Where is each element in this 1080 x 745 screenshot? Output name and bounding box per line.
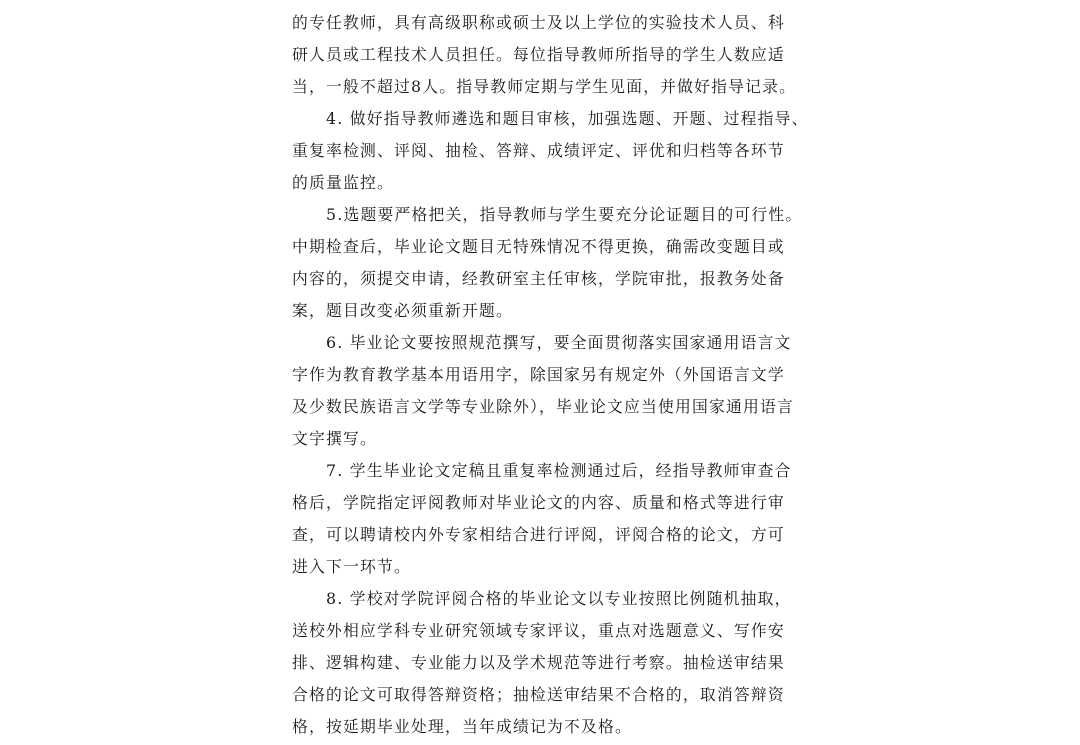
text-line: 进入下一环节。 (292, 557, 411, 576)
text-line: 格后，学院指定评阅教师对毕业论文的内容、质量和格式等进行审 (292, 493, 785, 512)
text-line: 送校外相应学科专业研究领域专家评议，重点对选题意义、写作安 (292, 621, 785, 640)
text-line: 研人员或工程技术人员担任。每位指导教师所指导的学生人数应适 (292, 45, 785, 64)
text-line: 6. 毕业论文要按照规范撰写，要全面贯彻落实国家通用语言文 (326, 333, 792, 352)
text-line: 排、逻辑构建、专业能力以及学术规范等进行考察。抽检送审结果 (292, 653, 785, 672)
text-line: 案，题目改变必须重新开题。 (292, 301, 513, 320)
text-line: 的质量监控。 (292, 173, 394, 192)
text-line: 4. 做好指导教师遴选和题目审核，加强选题、开题、过程指导、 (326, 109, 809, 128)
text-line: 的专任教师，具有高级职称或硕士及以上学位的实验技术人员、科 (292, 13, 785, 32)
text-line: 文字撰写。 (292, 429, 377, 448)
text-line: 格，按延期毕业处理，当年成绩记为不及格。 (292, 717, 632, 736)
text-line: 查，可以聘请校内外专家相结合进行评阅，评阅合格的论文，方可 (292, 525, 785, 544)
text-line: 重复率检测、评阅、抽检、答辩、成绩评定、评优和归档等各环节 (292, 141, 785, 160)
text-line: 5.选题要严格把关，指导教师与学生要充分论证题目的可行性。 (326, 205, 803, 224)
text-line: 合格的论文可取得答辩资格；抽检送审结果不合格的，取消答辩资 (292, 685, 785, 704)
text-line: 8. 学校对学院评阅合格的毕业论文以专业按照比例随机抽取， (326, 589, 792, 608)
text-line: 7. 学生毕业论文定稿且重复率检测通过后，经指导教师审查合 (326, 461, 792, 480)
text-line: 当，一般不超过8人。指导教师定期与学生见面，并做好指导记录。 (292, 77, 797, 96)
text-line: 及少数民族语言文学等专业除外），毕业论文应当使用国家通用语言 (292, 397, 795, 416)
text-line: 字作为教育教学基本用语用字，除国家另有规定外（外国语言文学 (292, 365, 785, 384)
text-line: 中期检查后，毕业论文题目无特殊情况不得更换，确需改变题目或 (292, 237, 785, 256)
text-line: 内容的，须提交申请，经教研室主任审核，学院审批，报教务处备 (292, 269, 785, 288)
